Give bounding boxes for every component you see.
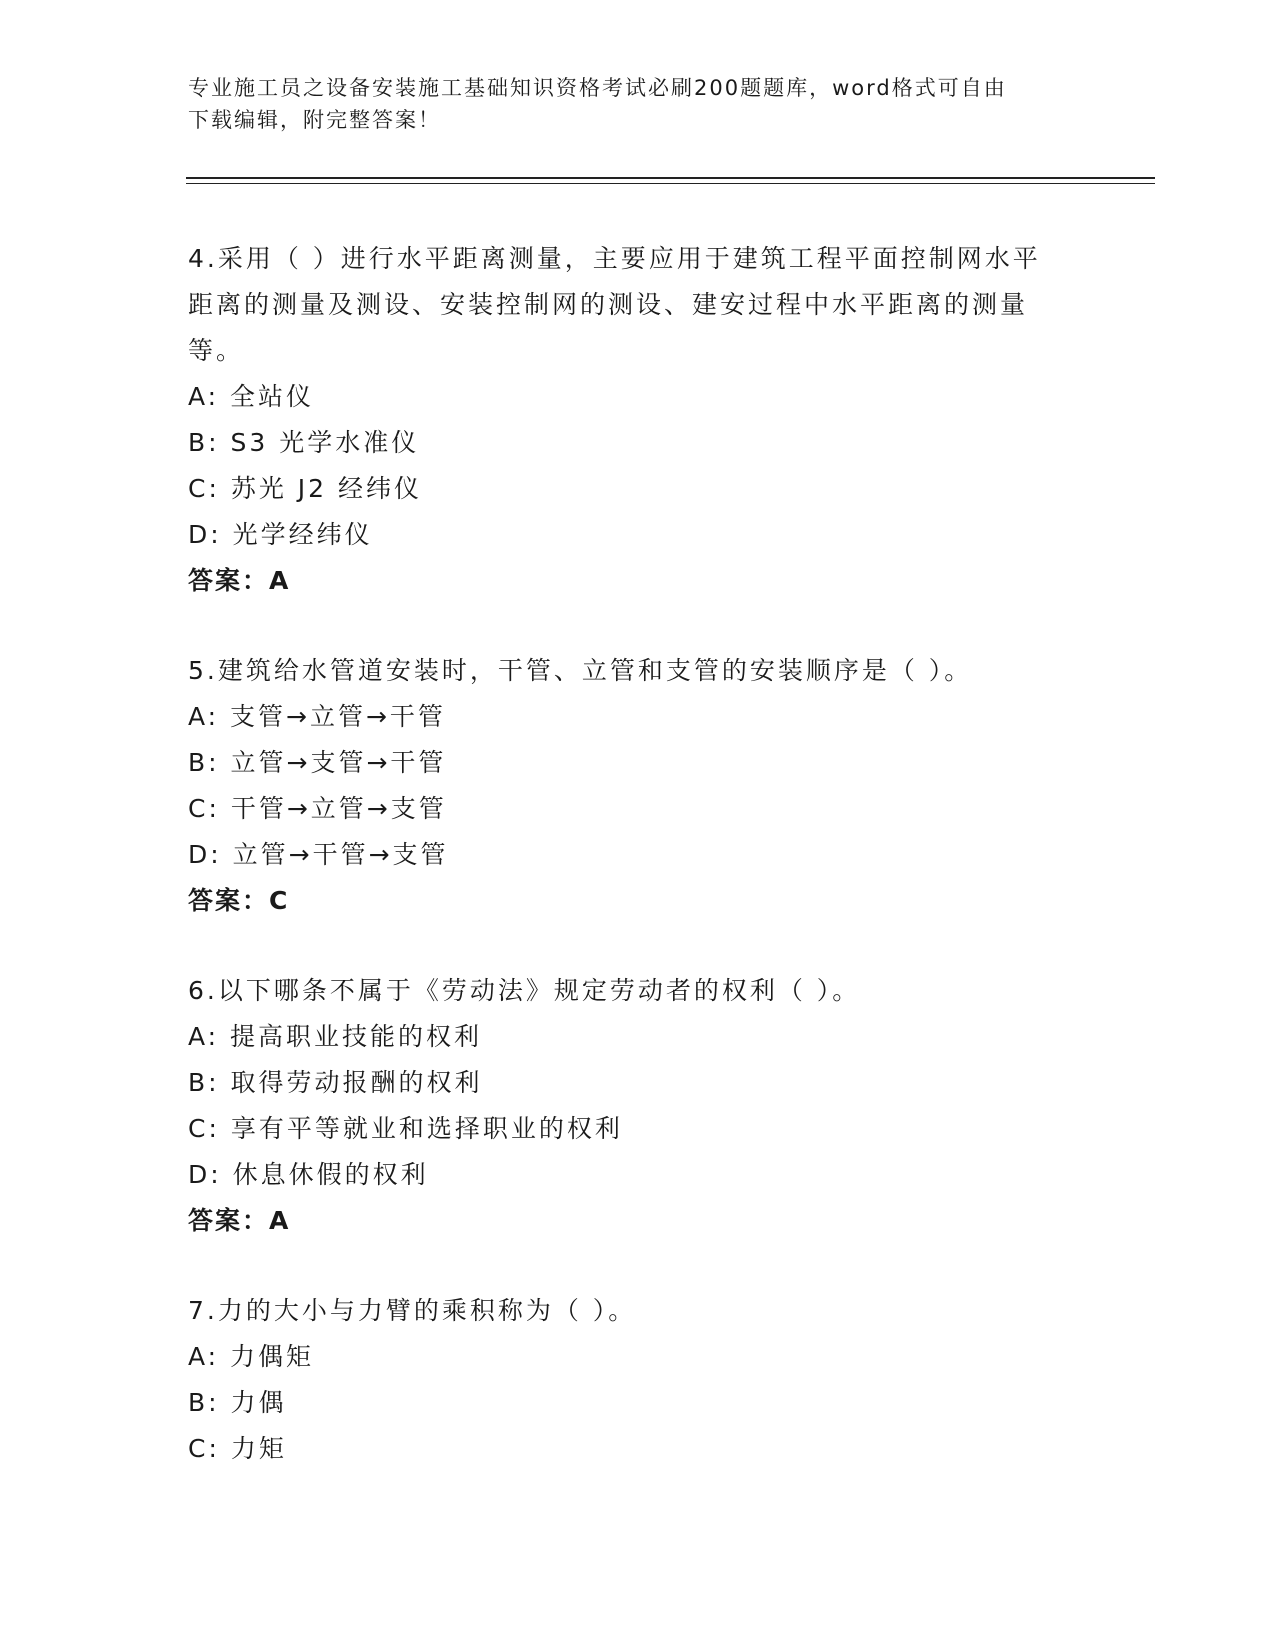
question-stem — [188, 648, 1088, 694]
option-b: B: 取得劳动报酬的权利 — [188, 1068, 483, 1097]
option-d: D: 立管→干管→支管 — [188, 840, 449, 869]
question-stem — [188, 968, 1088, 1014]
question-stem-line: 6.以下哪条不属于《劳动法》规定劳动者的权利（ ）。 — [188, 976, 861, 1005]
question-stem — [188, 1288, 1088, 1334]
option-b: B: S3 光学水准仪 — [188, 428, 420, 457]
option-c: C: 享有平等就业和选择职业的权利 — [188, 1114, 623, 1143]
header-divider-thin — [186, 183, 1155, 184]
option-b: B: 力偶 — [188, 1388, 287, 1417]
option-c: C: 苏光 J2 经纬仪 — [188, 474, 422, 503]
option-a: A: 提高职业技能的权利 — [188, 1022, 483, 1051]
question-7 — [188, 1288, 1088, 1472]
question-list — [188, 236, 1088, 1516]
question-stem-line: 7.力的大小与力臂的乘积称为（ ）。 — [188, 1296, 637, 1325]
header-divider-thick — [186, 177, 1155, 179]
question-5 — [188, 648, 1088, 924]
answer-label: 答案：A — [188, 1206, 291, 1235]
question-stem — [188, 236, 1088, 374]
question-stem-line: 4.采用（ ）进行水平距离测量，主要应用于建筑工程平面控制网水平 — [188, 244, 1041, 273]
question-stem-line: 5.建筑给水管道安装时，干管、立管和支管的安装顺序是（ ）。 — [188, 656, 973, 685]
question-stem-line: 等。 — [188, 336, 245, 365]
option-d: D: 光学经纬仪 — [188, 520, 373, 549]
document-header — [188, 72, 1068, 136]
question-stem-line: 距离的测量及测设、安装控制网的测设、建安过程中水平距离的测量 — [188, 290, 1029, 319]
option-c: C: 力矩 — [188, 1434, 287, 1463]
header-line-2: 下载编辑，附完整答案！ — [188, 108, 441, 132]
header-line-1: 专业施工员之设备安装施工基础知识资格考试必刷200题题库，word格式可自由 — [188, 76, 1007, 100]
option-c: C: 干管→立管→支管 — [188, 794, 447, 823]
answer-label: 答案：C — [188, 886, 290, 915]
question-6 — [188, 968, 1088, 1244]
option-a: A: 支管→立管→干管 — [188, 702, 446, 731]
answer-label: 答案：A — [188, 566, 291, 595]
option-a: A: 力偶矩 — [188, 1342, 315, 1371]
question-4 — [188, 236, 1088, 604]
option-b: B: 立管→支管→干管 — [188, 748, 447, 777]
option-d: D: 休息休假的权利 — [188, 1160, 429, 1189]
option-a: A: 全站仪 — [188, 382, 315, 411]
